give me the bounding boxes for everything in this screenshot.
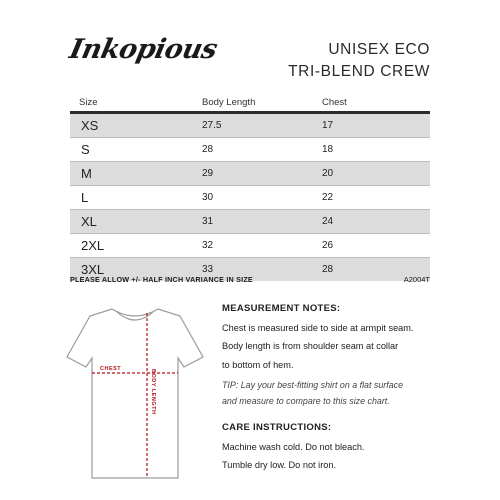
product-title: [288, 39, 430, 83]
cell-chest: 20: [322, 168, 334, 179]
cell-chest: 18: [322, 144, 334, 155]
variance-note: PLEASE ALLOW +/- HALF INCH VARIANCE IN SIZE: [70, 275, 253, 284]
cell-body-length: 33: [202, 264, 214, 275]
table-row: [70, 161, 430, 185]
notes-panel: [222, 300, 482, 475]
cell-chest: 22: [322, 192, 334, 203]
cell-chest: 24: [322, 216, 334, 227]
cell-size: L: [81, 190, 89, 205]
table-header: [70, 93, 430, 114]
measurement-note-line: to bottom of hem.: [222, 359, 294, 370]
header-body-length: Body Length: [202, 96, 256, 108]
product-title-line1: UNISEX ECO: [328, 41, 430, 58]
measurement-note-line: Chest is measured side to side at armpit seam.: [222, 322, 414, 333]
cell-body-length: 32: [202, 240, 214, 251]
measurement-note-line: Body length is from shoulder seam at collar: [222, 341, 399, 351]
cell-body-length: 29: [202, 168, 214, 179]
size-chart-table: [70, 93, 430, 281]
cell-chest: 17: [322, 120, 334, 131]
cell-size: 3XL: [81, 262, 105, 277]
table-row: [70, 233, 430, 257]
cell-body-length: 30: [202, 192, 214, 203]
brand-logo: Inkopious: [66, 34, 220, 65]
measurement-tip: [222, 377, 482, 409]
header-chest: Chest: [322, 96, 347, 108]
cell-body-length: 27.5: [202, 120, 222, 131]
product-title-line2: TRI-BLEND CREW: [288, 63, 430, 80]
cell-size: XL: [81, 214, 97, 229]
header-size: Size: [79, 96, 98, 108]
cell-size: M: [81, 166, 92, 181]
care-line: Machine wash cold. Do not bleach.: [222, 441, 365, 452]
measurement-notes-heading: MEASUREMENT NOTES:: [222, 303, 341, 314]
table-row: [70, 114, 430, 137]
cell-body-length: 31: [202, 216, 214, 227]
chest-label: CHEST: [100, 366, 122, 372]
sku-code: A2004T: [403, 275, 430, 284]
cell-body-length: 28: [202, 144, 214, 155]
care-instructions-heading: CARE INSTRUCTIONS:: [222, 422, 332, 433]
table-row: [70, 209, 430, 233]
cell-size: 2XL: [81, 238, 105, 253]
care-line: Tumble dry low. Do not iron.: [222, 460, 337, 470]
cell-size: XS: [81, 118, 99, 133]
table-row: [70, 137, 430, 161]
body-length-label: BODY LENGTH: [150, 369, 156, 415]
cell-size: S: [81, 142, 90, 157]
tshirt-measurement-diagram: [66, 303, 204, 481]
tip-line: and measure to compare to this size chart.: [222, 396, 390, 406]
cell-chest: 26: [322, 240, 334, 251]
tip-line: TIP: Lay your best-fitting shirt on a flat surface: [222, 380, 404, 390]
tshirt-outline: [67, 309, 203, 478]
table-row: [70, 185, 430, 209]
cell-chest: 28: [322, 264, 334, 275]
